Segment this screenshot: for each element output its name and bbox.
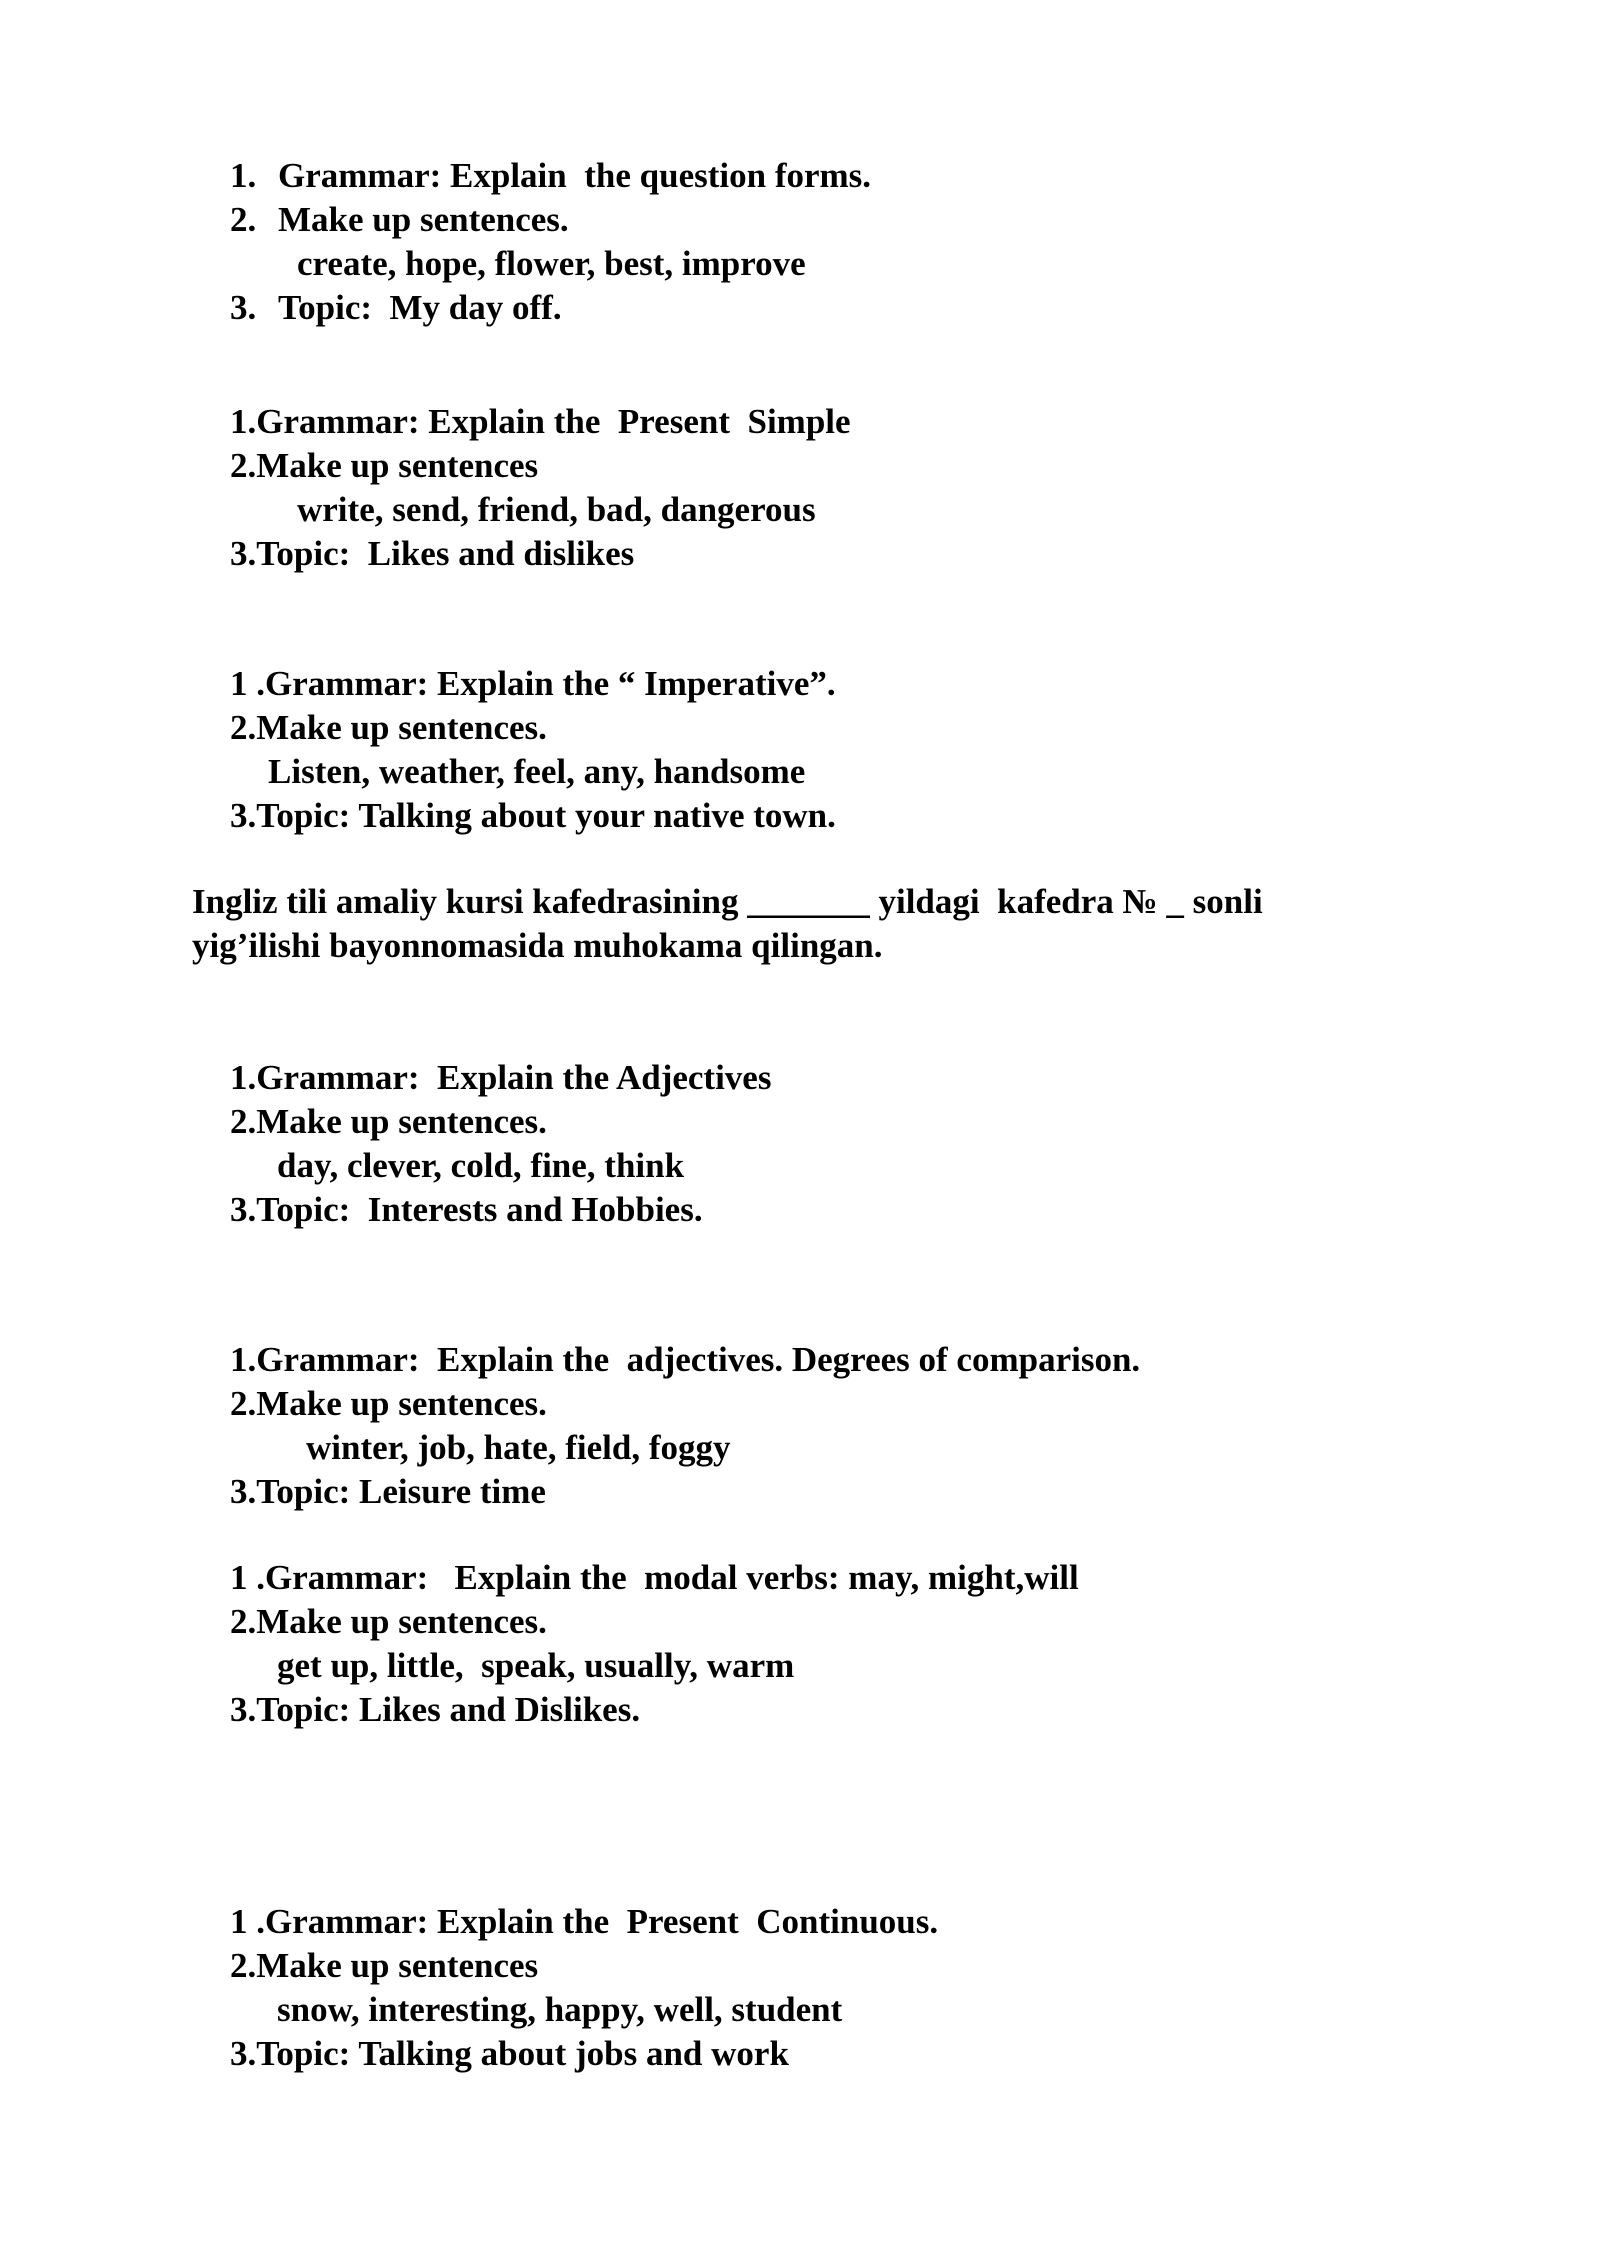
- block-6-topic: 3.Topic: Likes and Dislikes.: [230, 1690, 641, 1729]
- block-3-topic: 3.Topic: Talking about your native town.: [230, 796, 836, 835]
- block-3-words: Listen, weather, feel, any, handsome: [268, 752, 806, 791]
- block-2-grammar: 1.Grammar: Explain the Present Simple: [230, 402, 851, 441]
- block-7-grammar: 1 .Grammar: Explain the Present Continuous.: [230, 1902, 939, 1941]
- block-4-words: day, clever, cold, fine, think: [277, 1146, 685, 1185]
- block-1-sentences-text: Make up sentences.: [278, 200, 569, 239]
- department-note-line-2: yig’ilishi bayonnomasida muhokama qilingan.: [192, 926, 883, 965]
- block-2-words: write, send, friend, bad, dangerous: [297, 490, 816, 529]
- department-note-line-1: Ingliz tili amaliy kursi kafedrasining _______ yildagi kafedra № _ sonli: [192, 882, 1263, 921]
- block-3-grammar: 1 .Grammar: Explain the “ Imperative”.: [230, 664, 836, 703]
- block-5-words: winter, job, hate, field, foggy: [306, 1428, 731, 1467]
- block-1-sentences-number: 2.: [230, 200, 257, 239]
- block-1-topic-number: 3.: [230, 288, 257, 327]
- block-1-topic-text: Topic: My day off.: [278, 288, 562, 327]
- block-4-topic: 3.Topic: Interests and Hobbies.: [230, 1190, 703, 1229]
- block-4-sentences: 2.Make up sentences.: [230, 1102, 547, 1141]
- block-1-grammar: [230, 154, 871, 198]
- block-2-topic: 3.Topic: Likes and dislikes: [230, 534, 635, 573]
- block-2-sentences: 2.Make up sentences: [230, 446, 539, 485]
- block-5-grammar: 1.Grammar: Explain the adjectives. Degrees of comparison.: [230, 1340, 1141, 1379]
- block-7-sentences: 2.Make up sentences: [230, 1946, 539, 1985]
- block-1-topic: [230, 286, 562, 330]
- block-1-words: create, hope, flower, best, improve: [297, 244, 806, 283]
- block-6-words: get up, little, speak, usually, warm: [277, 1646, 795, 1685]
- block-5-topic: 3.Topic: Leisure time: [230, 1472, 546, 1511]
- block-4-grammar: 1.Grammar: Explain the Adjectives: [230, 1058, 772, 1097]
- block-6-grammar: 1 .Grammar: Explain the modal verbs: may, might,will: [230, 1558, 1079, 1597]
- block-1-grammar-text: Grammar: Explain the question forms.: [278, 156, 872, 195]
- block-6-sentences: 2.Make up sentences.: [230, 1602, 547, 1641]
- block-3-sentences: 2.Make up sentences.: [230, 708, 547, 747]
- block-5-sentences: 2.Make up sentences.: [230, 1384, 547, 1423]
- block-7-words: snow, interesting, happy, well, student: [277, 1990, 843, 2029]
- block-1-sentences: [230, 198, 569, 242]
- block-7-topic: 3.Topic: Talking about jobs and work: [230, 2034, 789, 2073]
- block-1-grammar-number: 1.: [230, 156, 257, 195]
